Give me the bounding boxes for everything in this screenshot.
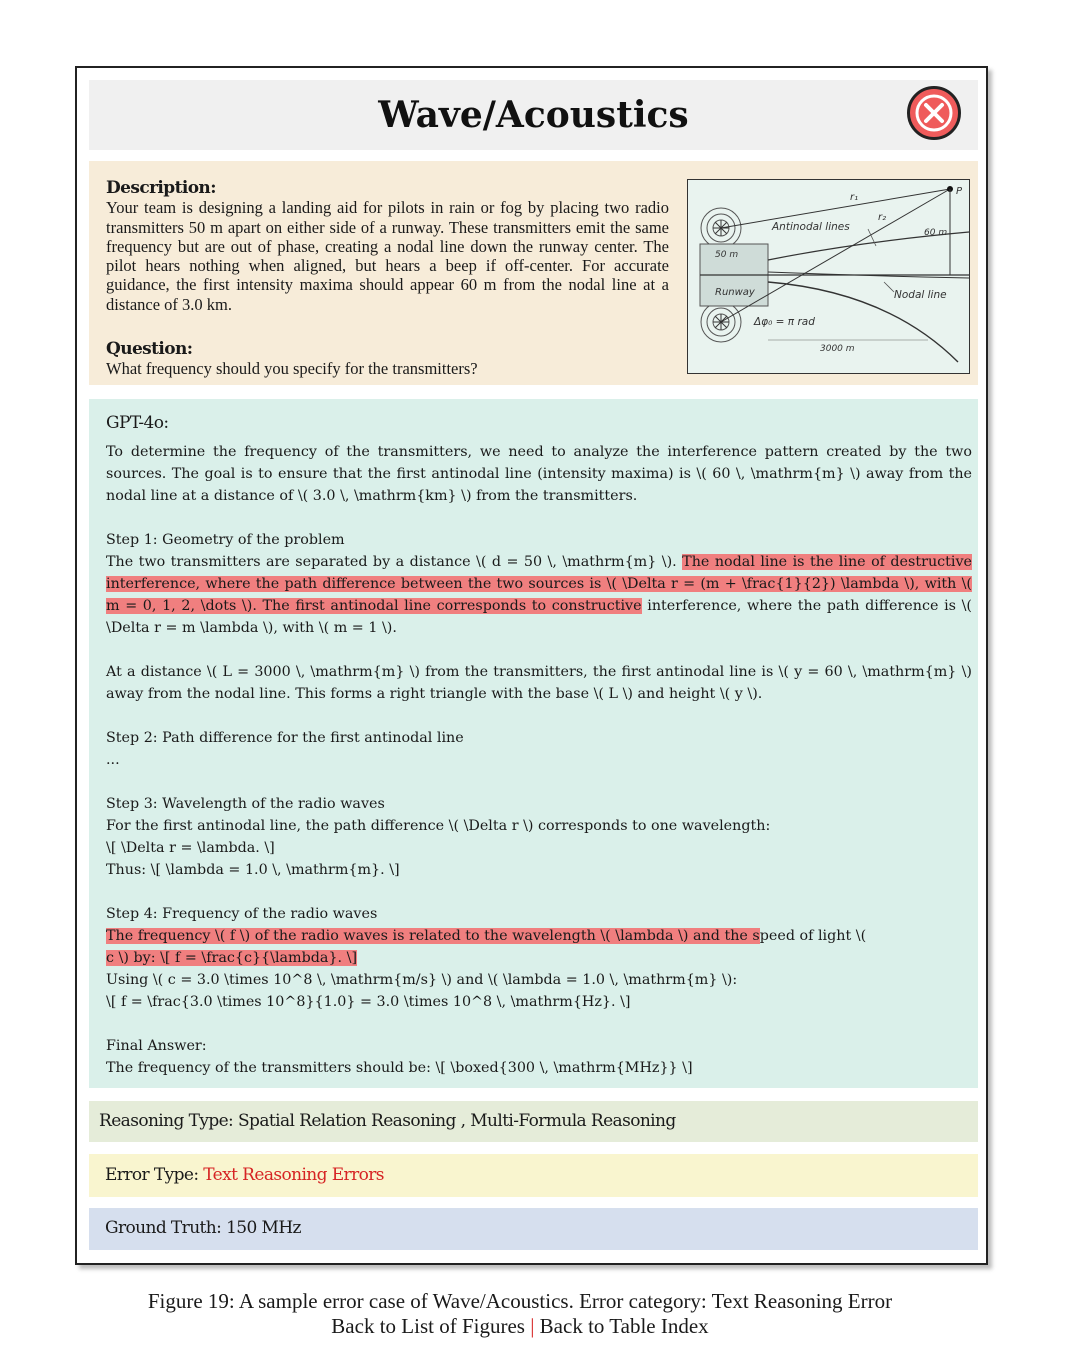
label-runway: Runway <box>715 287 755 298</box>
step3-text-b: \[ \Delta r = \lambda. \] <box>106 840 275 856</box>
step4-text-b: Using \( c = 3.0 \times 10^8 \, \mathrm{m/s} \) and \( \lambda = 1.0 \, \mathrm{m} \): <box>106 972 738 988</box>
figure-caption <box>0 1289 1040 1339</box>
caption-separator: | <box>530 1314 535 1338</box>
description <box>106 179 669 314</box>
label-phase: Δφ₀ = π rad <box>754 316 815 328</box>
step2-title: Step 2: Path difference for the first antinodal line <box>106 730 464 746</box>
caption-text: Figure 19: A sample error case of Wave/Acoustics. Error category: Text Reasoning Error <box>147 1289 893 1313</box>
step3-title: Step 3: Wavelength of the radio waves <box>106 796 385 812</box>
question-text: What frequency should you specify for the transmitters? <box>106 359 478 378</box>
label-nodal: Nodal line <box>894 289 947 301</box>
step1-text-a: The two transmitters are separated by a distance \( d = 50 \, \mathrm{m} \). <box>106 554 683 570</box>
model-response-section <box>89 399 978 1088</box>
final-body: The frequency of the transmitters should be: \[ \boxed{300 \, \mathrm{MHz}} \] <box>106 1060 693 1076</box>
x-circle-icon <box>907 86 961 140</box>
label-60m: 60 m <box>924 228 948 238</box>
response-intro: To determine the frequency of the transmitters, we need to analyze the interference pattern created by the two sources. The goal is to ensure that the first antinodal line (intensity maxima) is \( 60 \, \mathrm{m} \) away from the nodal line at a distance of \( 3.0 \, \mathrm{km} \) from the transmitters. <box>106 444 972 504</box>
ground-truth-bar <box>89 1208 978 1250</box>
step3-text-a: For the first antinodal line, the path difference \( \Delta r \) corresponds to one wavelength: <box>106 818 771 834</box>
question <box>106 339 676 379</box>
step1-text-b: interference, where the path difference is \( \Delta r = m \lambda \), with \( m = 1 \). <box>106 598 973 636</box>
label-p: P <box>956 186 963 197</box>
back-to-figures-link[interactable]: Back to List of Figures <box>331 1314 525 1338</box>
step4-text-mid: peed of light \( <box>759 928 867 944</box>
description-text: Your team is designing a landing aid for pilots in rain or fog by placing two radio transmitters 50 m apart on either side of a runway. These transmitters emit the same frequency but are out of phase, creating a nodal line down the runway center. The pilot hears nothing when aligned, but hears a beep if off-center. For accurate guidance, the first intensity maxima should appear 60 m from the nodal line at a distance of 3.0 km. <box>106 198 669 314</box>
description-label: Description: <box>106 178 216 198</box>
ground-truth-label: Ground Truth: <box>105 1218 222 1238</box>
page-title: Wave/Acoustics <box>378 94 689 136</box>
step3-text-c: Thus: \[ \lambda = 1.0 \, \mathrm{m}. \] <box>106 862 400 878</box>
ground-truth-value: 150 MHz <box>226 1218 301 1238</box>
step4-text-c: \[ f = \frac{3.0 \times 10^8}{1.0} = 3.0 \times 10^8 \, \mathrm{Hz}. \] <box>106 994 631 1010</box>
label-3000m: 3000 m <box>820 344 855 354</box>
label-r1: r₁ <box>850 192 859 203</box>
step1-geometry: At a distance \( L = 3000 \, \mathrm{m} \) from the transmitters, the first antinodal line is \( y = 60 \, \mathrm{m} \) away from the nodal line. This forms a right triangle with the base \( L \) and height \( y \). <box>106 664 972 702</box>
step4-error-highlight-1: The frequency \( f \) of the radio waves is related to the wavelength \( \lambda \) and the s <box>106 928 760 944</box>
error-type-value: Text Reasoning Errors <box>203 1165 384 1185</box>
error-type-label: Error Type: <box>105 1165 199 1185</box>
step4-title: Step 4: Frequency of the radio waves <box>106 906 378 922</box>
step4-body <box>106 925 972 969</box>
back-to-tables-link[interactable]: Back to Table Index <box>539 1314 709 1338</box>
title-bar <box>89 80 978 150</box>
final-title: Final Answer: <box>106 1038 207 1054</box>
step1-error-highlight: The nodal line is the line of destructive interference, where the path difference between the two sources is \( \Delta r = (m + \frac{1}{2}) \lambda \), with \( m = 0, 1, 2, \dots \). The first antinodal line corresponds to constructive <box>106 554 973 614</box>
error-type-bar <box>89 1154 978 1197</box>
reasoning-type-label: Reasoning Type: <box>99 1111 234 1131</box>
reasoning-type-value: Spatial Relation Reasoning , Multi-Formula Reasoning <box>238 1111 676 1131</box>
label-r2: r₂ <box>878 212 887 223</box>
step1-title: Step 1: Geometry of the problem <box>106 532 345 548</box>
label-50m: 50 m <box>715 250 739 260</box>
model-label: GPT-4o: <box>106 413 169 433</box>
model-response <box>106 441 972 1079</box>
label-antinodal: Antinodal lines <box>772 221 850 233</box>
error-case-card <box>75 66 988 1265</box>
step4-error-highlight-2: c \) by: \[ f = \frac{c}{\lambda}. \] <box>106 950 358 966</box>
step2-body: ... <box>106 752 120 768</box>
problem-figure <box>687 179 970 374</box>
step1-body <box>106 551 972 639</box>
question-label: Question: <box>106 339 193 359</box>
reasoning-type-bar <box>89 1101 978 1142</box>
